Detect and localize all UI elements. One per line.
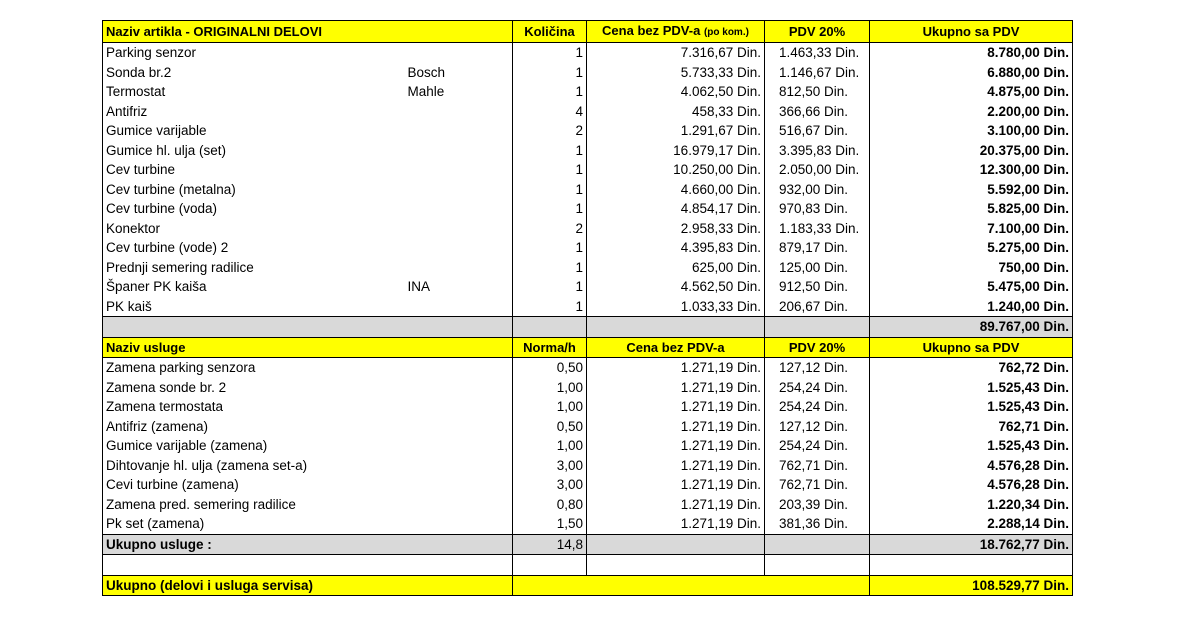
services-summary-total: 18.762,77 Din. [870,534,1073,555]
part-qty: 2 [513,121,587,141]
part-total: 750,00 Din. [870,258,1073,278]
service-hours: 1,00 [513,436,587,456]
grand-total-label: Ukupno (delovi i usluga servisa) [103,575,513,596]
invoice-table [102,20,1073,596]
parts-header-price-note: (po kom.) [703,27,749,38]
services-header-qty: Norma/h [513,337,587,358]
part-qty: 2 [513,219,587,239]
parts-row [103,82,1073,102]
service-total: 1.525,43 Din. [870,436,1073,456]
service-row [103,514,1073,534]
part-vat: 366,66 Din. [765,102,870,122]
service-price: 1.271,19 Din. [587,475,765,495]
part-brand [405,219,513,239]
part-vat: 970,83 Din. [765,199,870,219]
spacer-cell-name [103,555,513,576]
service-row [103,436,1073,456]
service-total: 762,71 Din. [870,417,1073,437]
services-header-vat: PDV 20% [765,337,870,358]
service-hours: 0,80 [513,495,587,515]
parts-subtotal-price-blank [587,317,765,338]
service-name: Cevi turbine (zamena) [103,475,513,495]
part-name: PK kaiš [103,297,405,317]
parts-row [103,102,1073,122]
services-header-name: Naziv usluge [103,337,513,358]
parts-header-qty: Količina [513,21,587,43]
parts-header-price [587,21,765,43]
service-name: Antifriz (zamena) [103,417,513,437]
grand-total-row [103,575,1073,596]
part-brand [405,180,513,200]
parts-header-price-label: Cena bez PDV-a [602,23,701,38]
parts-row [103,180,1073,200]
services-summary-label: Ukupno usluge : [103,534,513,555]
parts-row [103,63,1073,83]
part-total: 5.592,00 Din. [870,180,1073,200]
part-price: 2.958,33 Din. [587,219,765,239]
part-vat: 1.146,67 Din. [765,63,870,83]
part-vat: 516,67 Din. [765,121,870,141]
service-vat: 203,39 Din. [765,495,870,515]
spacer-cell-total [870,555,1073,576]
part-vat: 3.395,83 Din. [765,141,870,161]
part-vat: 206,67 Din. [765,297,870,317]
part-price: 4.854,17 Din. [587,199,765,219]
service-hours: 3,00 [513,456,587,476]
part-price: 4.395,83 Din. [587,238,765,258]
service-row [103,358,1073,378]
service-total: 1.525,43 Din. [870,378,1073,398]
service-hours: 3,00 [513,475,587,495]
parts-row [103,160,1073,180]
services-header-row [103,337,1073,358]
service-row [103,475,1073,495]
part-brand [405,121,513,141]
part-name: Cev turbine [103,160,405,180]
invoice-body [103,21,1073,596]
part-total: 8.780,00 Din. [870,43,1073,63]
part-name: Cev turbine (vode) 2 [103,238,405,258]
service-hours: 1,00 [513,397,587,417]
parts-subtotal: 89.767,00 Din. [870,317,1073,338]
spacer-cell-price [587,555,765,576]
part-name: Sonda br.2 [103,63,405,83]
service-vat: 381,36 Din. [765,514,870,534]
service-price: 1.271,19 Din. [587,514,765,534]
services-header-price: Cena bez PDV-a [587,337,765,358]
service-hours: 1,50 [513,514,587,534]
parts-row [103,238,1073,258]
parts-row [103,199,1073,219]
service-vat: 762,71 Din. [765,456,870,476]
parts-subtotal-blank [103,317,513,338]
service-vat: 254,24 Din. [765,397,870,417]
part-brand [405,160,513,180]
parts-row [103,277,1073,297]
services-header-total: Ukupno sa PDV [870,337,1073,358]
part-total: 6.880,00 Din. [870,63,1073,83]
part-brand [405,102,513,122]
service-hours: 0,50 [513,358,587,378]
part-vat: 1.463,33 Din. [765,43,870,63]
part-name: Prednji semering radilice [103,258,405,278]
service-price: 1.271,19 Din. [587,397,765,417]
part-qty: 1 [513,82,587,102]
service-name: Zamena termostata [103,397,513,417]
part-name: Gumice varijable [103,121,405,141]
service-total: 1.220,34 Din. [870,495,1073,515]
service-row [103,417,1073,437]
part-brand: INA [405,277,513,297]
part-total: 7.100,00 Din. [870,219,1073,239]
part-name: Parking senzor [103,43,405,63]
part-price: 7.316,67 Din. [587,43,765,63]
part-name: Termostat [103,82,405,102]
service-total: 762,72 Din. [870,358,1073,378]
part-price: 16.979,17 Din. [587,141,765,161]
service-total: 1.525,43 Din. [870,397,1073,417]
part-vat: 932,00 Din. [765,180,870,200]
part-name: Konektor [103,219,405,239]
part-name: Cev turbine (voda) [103,199,405,219]
part-total: 1.240,00 Din. [870,297,1073,317]
service-name: Zamena sonde br. 2 [103,378,513,398]
part-qty: 1 [513,238,587,258]
parts-header-vat: PDV 20% [765,21,870,43]
parts-header-row [103,21,1073,43]
part-vat: 2.050,00 Din. [765,160,870,180]
part-qty: 4 [513,102,587,122]
service-price: 1.271,19 Din. [587,495,765,515]
service-row [103,456,1073,476]
part-vat: 1.183,33 Din. [765,219,870,239]
part-price: 1.033,33 Din. [587,297,765,317]
service-row [103,378,1073,398]
parts-row [103,297,1073,317]
part-qty: 1 [513,297,587,317]
parts-row [103,43,1073,63]
parts-subtotal-row [103,317,1073,338]
grand-total-blank [513,575,870,596]
part-qty: 1 [513,160,587,180]
part-qty: 1 [513,199,587,219]
part-name: Cev turbine (metalna) [103,180,405,200]
service-price: 1.271,19 Din. [587,436,765,456]
part-total: 5.275,00 Din. [870,238,1073,258]
service-name: Zamena pred. semering radilice [103,495,513,515]
service-price: 1.271,19 Din. [587,456,765,476]
service-vat: 254,24 Din. [765,378,870,398]
part-brand [405,258,513,278]
part-name: Španer PK kaiša [103,277,405,297]
service-price: 1.271,19 Din. [587,358,765,378]
part-price: 625,00 Din. [587,258,765,278]
service-hours: 1,00 [513,378,587,398]
part-qty: 1 [513,277,587,297]
service-price: 1.271,19 Din. [587,378,765,398]
service-vat: 254,24 Din. [765,436,870,456]
spacer-row [103,555,1073,576]
part-total: 4.875,00 Din. [870,82,1073,102]
part-price: 458,33 Din. [587,102,765,122]
service-total: 2.288,14 Din. [870,514,1073,534]
part-total: 5.475,00 Din. [870,277,1073,297]
parts-row [103,258,1073,278]
part-qty: 1 [513,180,587,200]
service-hours: 0,50 [513,417,587,437]
part-vat: 125,00 Din. [765,258,870,278]
service-total: 4.576,28 Din. [870,456,1073,476]
part-price: 4.562,50 Din. [587,277,765,297]
part-qty: 1 [513,141,587,161]
part-price: 1.291,67 Din. [587,121,765,141]
part-brand: Bosch [405,63,513,83]
service-name: Dihtovanje hl. ulja (zamena set-a) [103,456,513,476]
parts-subtotal-vat-blank [765,317,870,338]
part-price: 5.733,33 Din. [587,63,765,83]
part-qty: 1 [513,43,587,63]
service-price: 1.271,19 Din. [587,417,765,437]
service-row [103,397,1073,417]
parts-row [103,219,1073,239]
part-total: 20.375,00 Din. [870,141,1073,161]
parts-header-total: Ukupno sa PDV [870,21,1073,43]
part-vat: 912,50 Din. [765,277,870,297]
services-summary-price-blank [587,534,765,555]
part-brand [405,238,513,258]
service-name: Zamena parking senzora [103,358,513,378]
service-total: 4.576,28 Din. [870,475,1073,495]
part-total: 2.200,00 Din. [870,102,1073,122]
part-price: 4.660,00 Din. [587,180,765,200]
grand-total-value: 108.529,77 Din. [870,575,1073,596]
part-qty: 1 [513,258,587,278]
parts-row [103,141,1073,161]
service-row [103,495,1073,515]
spacer-cell-qty [513,555,587,576]
parts-header-name: Naziv artikla - ORIGINALNI DELOVI [103,21,513,43]
part-vat: 879,17 Din. [765,238,870,258]
spacer-cell-vat [765,555,870,576]
part-price: 4.062,50 Din. [587,82,765,102]
part-price: 10.250,00 Din. [587,160,765,180]
part-total: 12.300,00 Din. [870,160,1073,180]
service-vat: 762,71 Din. [765,475,870,495]
part-brand [405,297,513,317]
part-qty: 1 [513,63,587,83]
parts-row [103,121,1073,141]
part-name: Antifriz [103,102,405,122]
services-summary-vat-blank [765,534,870,555]
part-name: Gumice hl. ulja (set) [103,141,405,161]
parts-subtotal-qty-blank [513,317,587,338]
part-total: 5.825,00 Din. [870,199,1073,219]
part-brand [405,199,513,219]
part-vat: 812,50 Din. [765,82,870,102]
service-vat: 127,12 Din. [765,358,870,378]
service-name: Pk set (zamena) [103,514,513,534]
part-brand [405,141,513,161]
services-summary-hours: 14,8 [513,534,587,555]
part-total: 3.100,00 Din. [870,121,1073,141]
service-name: Gumice varijable (zamena) [103,436,513,456]
part-brand: Mahle [405,82,513,102]
services-summary-row [103,534,1073,555]
part-brand [405,43,513,63]
service-vat: 127,12 Din. [765,417,870,437]
